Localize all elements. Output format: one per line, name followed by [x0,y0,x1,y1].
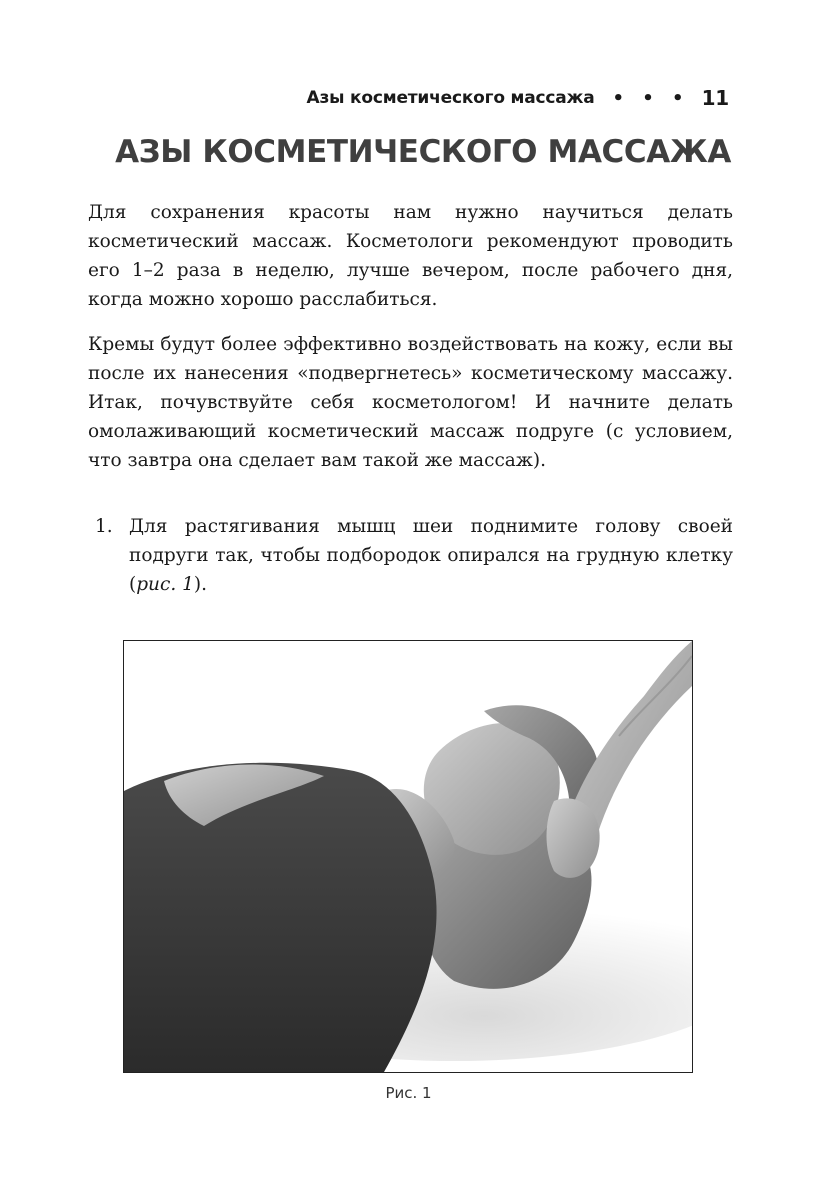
paragraph-2: Кремы будут более эффективно воздействовать на кожу, если вы после их нанесения «подвергнетесь» косметическому массажу. Итак, почувствуйте себя косметологом! И начните делать омолаживающий косметический массаж подруге (с условием, что завтра она сделает вам такой же массаж). [88,334,733,471]
page-number: 11 [701,86,729,110]
running-head-title: Азы косметического массажа [306,88,595,108]
chapter-title: АЗЫ КОСМЕТИЧЕСКОГО МАССАЖА [115,134,731,170]
figure-caption: Рис. 1 [385,1084,432,1102]
figure-photo [123,640,693,1073]
running-head [307,86,729,110]
shirt [124,763,437,1072]
list-marker: 1. [95,516,113,537]
list-item-text-before: Для растягивания мышц шеи поднимите голову своей подруги так, чтобы подбородок опирался на грудную клетку ( [129,516,733,595]
numbered-list-item [95,512,735,599]
running-head-dots: • • • [612,87,690,109]
massage-photo-illustration [124,641,692,1072]
list-item-text-after: ). [193,574,207,595]
paragraph-1: Для сохранения красоты нам нужно научиться делать косметический массаж. Косметологи рекомендуют проводить его 1–2 раза в неделю, лучше вечером, после рабочего дня, когда можно хорошо расслабиться. [88,202,733,310]
figure-reference: рис. 1 [136,574,194,595]
list-item-text [129,512,733,599]
